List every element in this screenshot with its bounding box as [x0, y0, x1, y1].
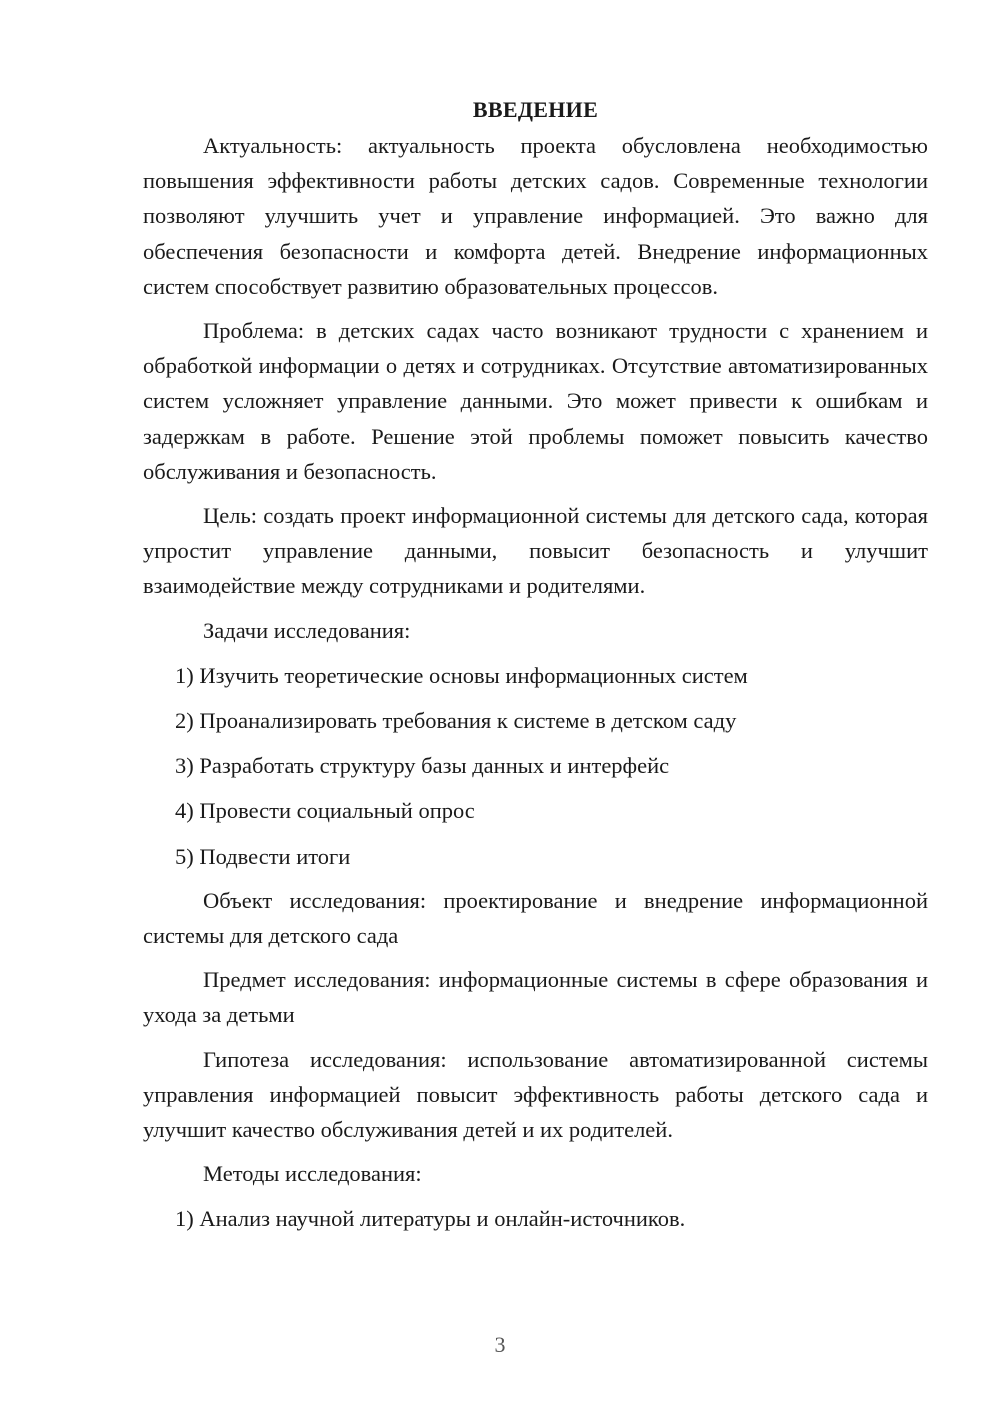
task-item-2: 2) Проанализировать требования к системе в детском саду — [175, 708, 737, 734]
method-item-1: 1) Анализ научной литературы и онлайн-источников. — [175, 1206, 686, 1232]
problem-paragraph: Проблема: в детских садах часто возникают трудности с хранением и обработкой информации о детях и сотрудниках. Отсутствие автоматизированных систем усложняет управление данными. Это может привести к ошибкам и задержкам в работе. Решение этой проблемы поможет повысить качество обслуживания и безопасность. — [143, 318, 928, 484]
task-item-4: 4) Провести социальный опрос — [175, 798, 475, 824]
hypothesis-paragraph: Гипотеза исследования: использование автоматизированной системы управления информацией повысит эффективность работы детского сада и улучшит качество обслуживания детей и их родителей. — [143, 1046, 928, 1143]
document-page — [143, 92, 928, 1237]
task-item-5: 5) Подвести итоги — [175, 843, 351, 869]
methods-intro: Методы исследования: — [203, 1161, 422, 1187]
page-number: 3 — [494, 1332, 506, 1357]
subject-paragraph: Предмет исследования: информационные системы в сфере образования и ухода за детьми — [143, 967, 928, 1028]
task-item-1: 1) Изучить теоретические основы информационных систем — [175, 662, 748, 688]
object-paragraph: Объект исследования: проектирование и внедрение информационной системы для детского сада — [143, 887, 928, 949]
tasks-intro: Задачи исследования: — [203, 617, 411, 643]
task-item-3: 3) Разработать структуру базы данных и интерфейс — [175, 753, 670, 779]
relevance-paragraph: Актуальность: актуальность проекта обусловлена необходимостью повышения эффективности работы детских садов. Современные технологии позволяют улучшить учет и управление информацией. Это важно для обеспечения безопасности и комфорта детей. Внедрение информационных систем способствует развитию образовательных процессов. — [143, 133, 928, 299]
goal-paragraph: Цель: создать проект информационной системы для детского сада, которая упростит управление данными, повысит безопасность и улучшит взаимодействие между сотрудниками и родителями. — [143, 503, 928, 599]
section-heading: ВВЕДЕНИЕ — [472, 97, 599, 122]
